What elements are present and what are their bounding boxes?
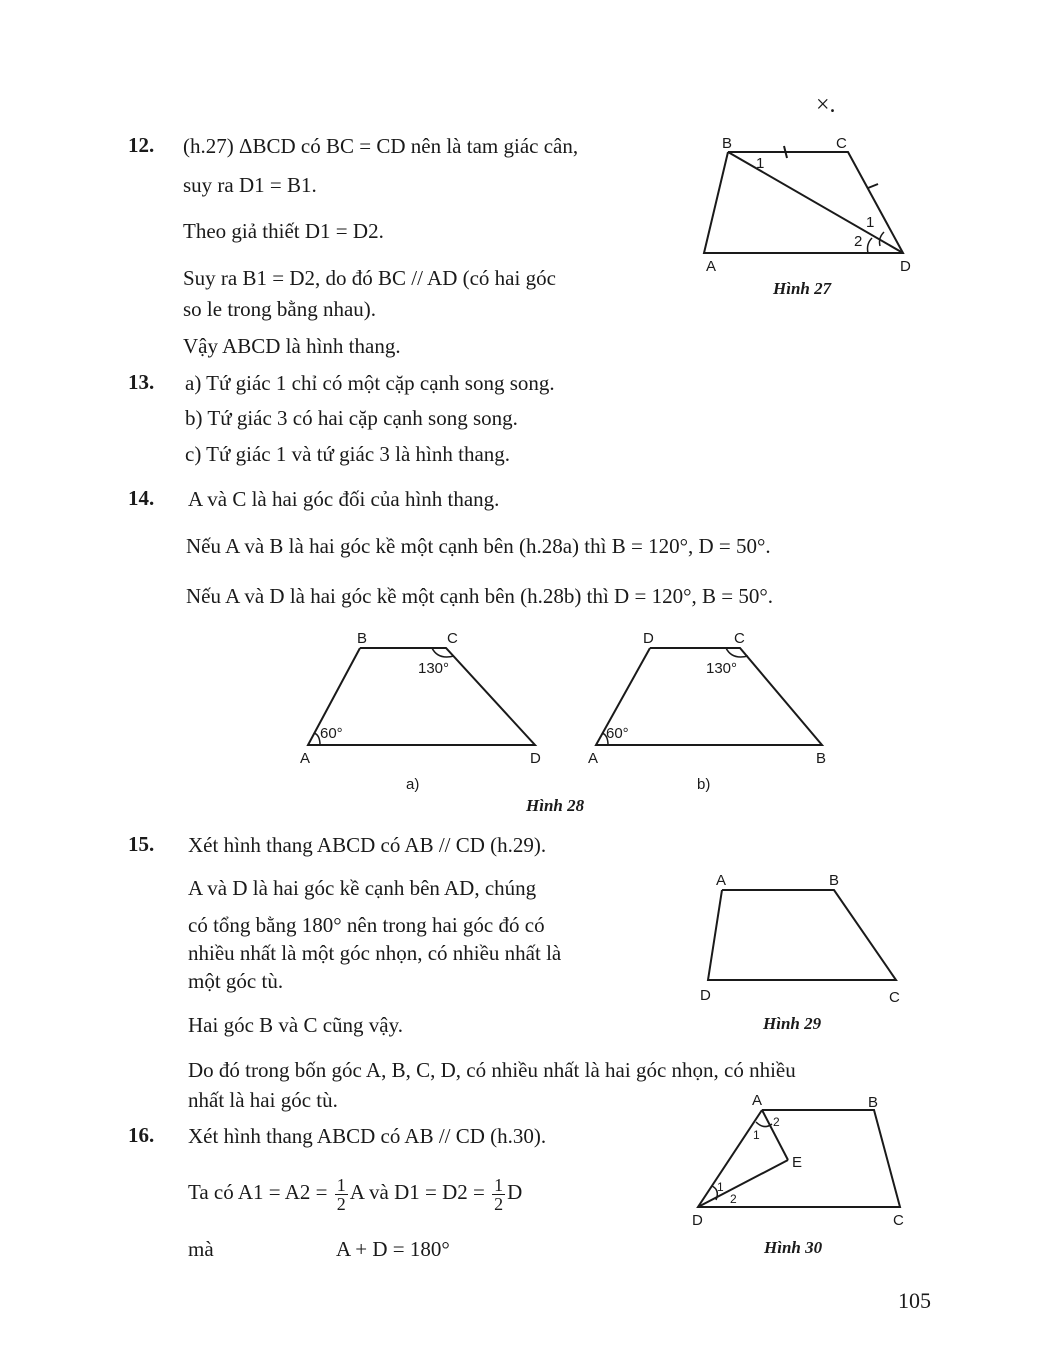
text-line: A và D là hai góc kề cạnh bên AD, chúng (188, 876, 537, 900)
page-number: 105 (898, 1288, 931, 1313)
vertex-label: D (643, 630, 654, 647)
angle-label: 1 (753, 1128, 760, 1142)
vertex-label: B (722, 135, 733, 152)
angle-label: 1 (866, 214, 875, 231)
angle-equation: D1 = D2 = (394, 1180, 491, 1204)
text-line: Do đó trong bốn góc A, B, C, D, có nhiều nhất là hai góc nhọn, có nhiều (188, 1058, 796, 1082)
angle-equation: D1 = D2. (304, 219, 384, 243)
text-fragment: , do đó BC // AD (có hai góc (315, 266, 556, 290)
sub-caption: b) (697, 776, 711, 793)
vertex-label: B (357, 630, 368, 647)
text-fragment: và (363, 1180, 395, 1204)
vertex-label: A (706, 258, 717, 275)
text-line: mà (188, 1237, 214, 1261)
vertex-label: A (716, 872, 727, 889)
text-line: có tổng bằng 180° nên trong hai góc đó có (188, 913, 545, 937)
vertex-label: C (447, 630, 458, 647)
text-line: b) Tứ giác 3 có hai cặp cạnh song song. (185, 406, 518, 430)
text-line: nhất là hai góc tù. (188, 1088, 338, 1112)
angle-symbol: A (349, 1180, 364, 1204)
vertex-label: C (893, 1212, 904, 1229)
fraction-denominator: 2 (336, 1193, 346, 1214)
text-line: so le trong bằng nhau). (183, 297, 377, 321)
angle-label: 1 (756, 155, 765, 172)
corner-mark: ×. (816, 92, 836, 118)
vertex-label: B (829, 872, 840, 889)
problem-number: 14. (128, 486, 155, 510)
sub-caption: a) (406, 776, 420, 793)
text-line: Nếu A và B là hai góc kề một cạnh bên (h.28a) thì B = 120°, D = 50°. (186, 534, 771, 558)
problem-number: 12. (128, 133, 155, 157)
angle-label: 130° (706, 660, 738, 677)
angle-equation: B1 = D2 (242, 266, 316, 290)
vertex-label: A (752, 1092, 763, 1109)
text-line: Xét hình thang ABCD có AB // CD (h.30). (188, 1124, 547, 1148)
text-fragment: Ta có (188, 1180, 238, 1204)
text-line: Nếu A và D là hai góc kề một cạnh bên (h.28b) thì D = 120°, B = 50°. (186, 584, 773, 608)
fraction-numerator: 1 (336, 1174, 346, 1195)
angle-label: 60° (606, 725, 629, 742)
fraction-numerator: 1 (494, 1174, 504, 1195)
text-fragment: Theo giả thiết (183, 219, 305, 243)
angle-label: 1 (717, 1180, 724, 1194)
text-line: Vậy ABCD là hình thang. (183, 334, 401, 358)
problem-number: 16. (128, 1123, 155, 1147)
angle-label: 2 (854, 233, 863, 250)
vertex-label: A (588, 750, 599, 767)
angle-equation: A + D = 180° (336, 1237, 450, 1261)
vertex-label: D (692, 1212, 703, 1229)
vertex-label: D (530, 750, 541, 767)
vertex-label: C (734, 630, 745, 647)
vertex-label: C (836, 135, 847, 152)
figure-caption: Hình 27 (773, 279, 832, 298)
text-line: Xét hình thang ABCD có AB // CD (h.29). (188, 833, 547, 857)
vertex-label: D (700, 987, 711, 1004)
angle-label: 2 (773, 1115, 780, 1129)
angle-equation: D1 = B1. (239, 173, 317, 197)
text-fragment: Suy ra (183, 266, 243, 290)
problem-number: 15. (128, 832, 155, 856)
vertex-label: A (300, 750, 311, 767)
vertex-label: B (868, 1094, 879, 1111)
angle-label: 60° (320, 725, 343, 742)
angle-symbol: D (507, 1180, 523, 1204)
text-line: c) Tứ giác 1 và tứ giác 3 là hình thang. (185, 442, 511, 466)
vertex-label: C (889, 989, 900, 1006)
figure-caption: Hình 28 (526, 796, 585, 815)
figure-caption: Hình 29 (763, 1014, 822, 1033)
text-line: nhiều nhất là một góc nhọn, có nhiều nhất là (188, 941, 562, 965)
bisector-de (698, 1160, 788, 1207)
text-line: (h.27) ΔBCD có BC = CD nên là tam giác cân, (183, 134, 579, 158)
text-line: a) Tứ giác 1 chỉ có một cặp cạnh song song. (185, 371, 555, 395)
angle-label: 2 (730, 1192, 737, 1206)
angle-equation: A1 = A2 = (237, 1180, 333, 1204)
vertex-label: E (792, 1154, 803, 1171)
vertex-label: D (900, 258, 911, 275)
vertex-label: B (816, 750, 827, 767)
text-line: một góc tù. (188, 969, 284, 993)
text-line: Hai góc B và C cũng vậy. (188, 1013, 404, 1037)
text-fragment: suy ra (183, 173, 239, 197)
fraction-denominator: 2 (494, 1193, 504, 1214)
problem-number: 13. (128, 370, 155, 394)
angle-label: 130° (418, 660, 450, 677)
text-line: A và C là hai góc đối của hình thang. (188, 487, 500, 511)
figure-caption: Hình 30 (764, 1238, 823, 1257)
